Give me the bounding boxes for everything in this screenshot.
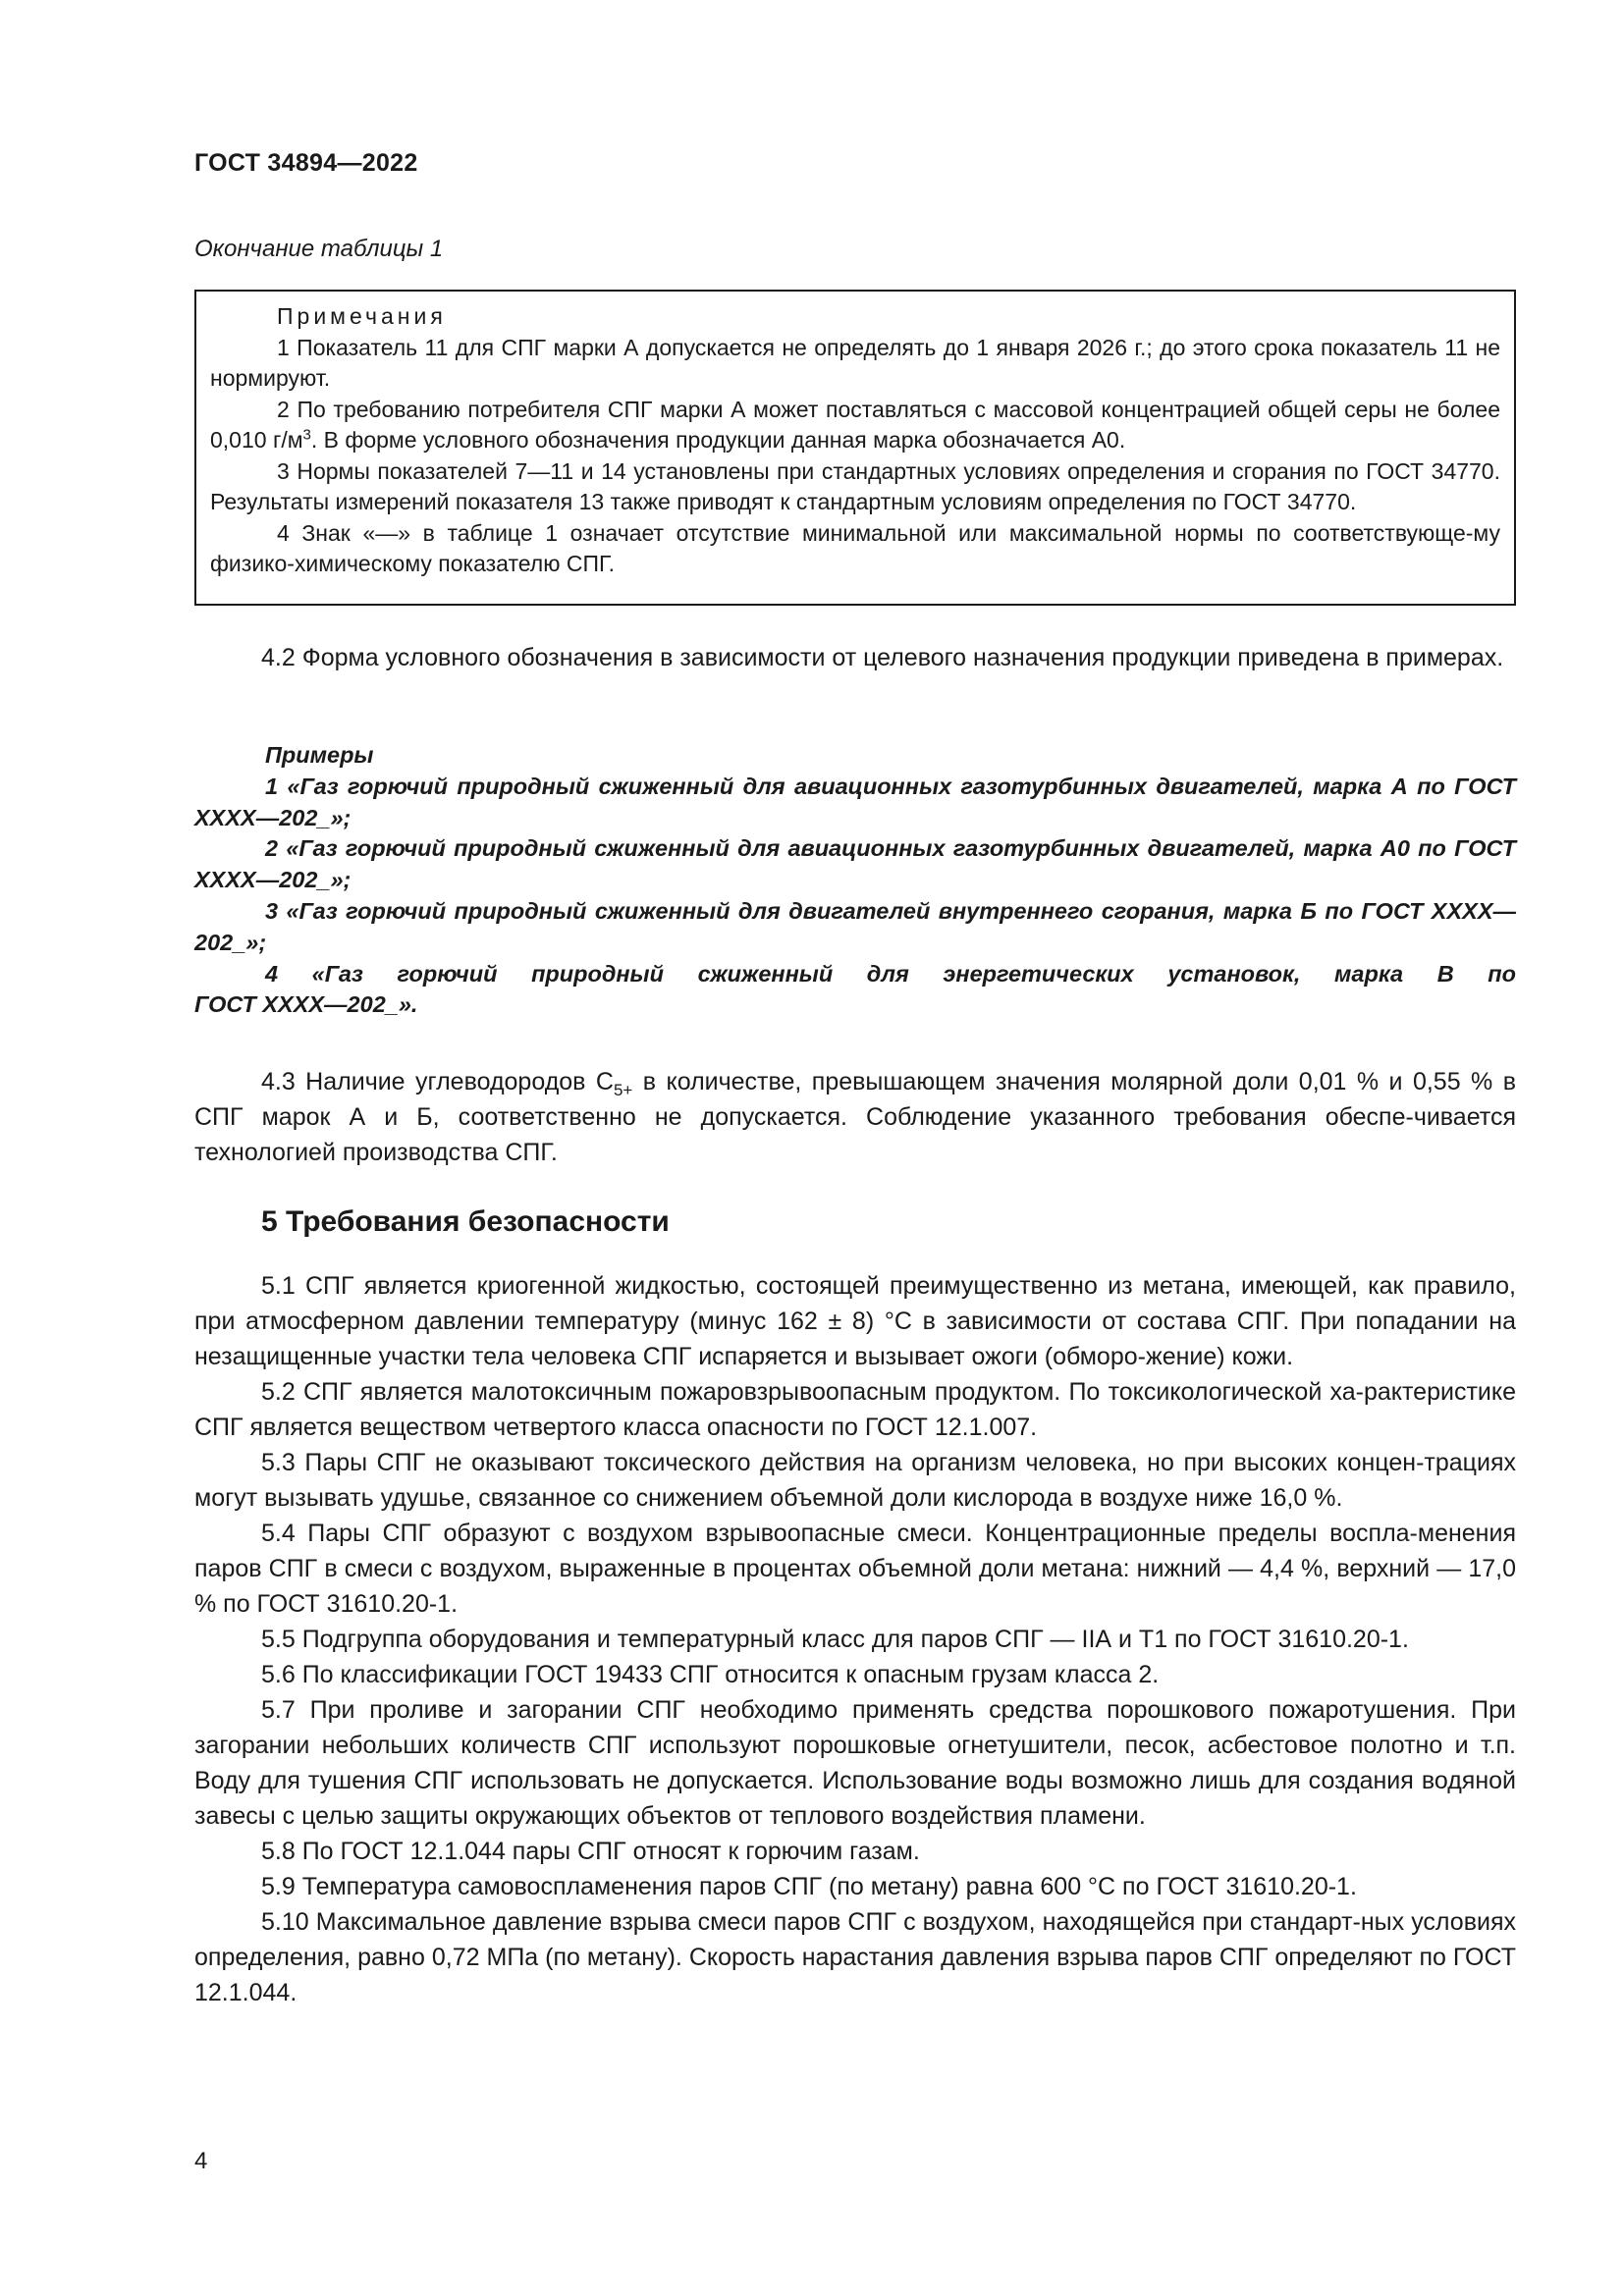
paragraph-5-2: 5.2 СПГ является малотоксичным пожаровзрывоопасным продуктом. По токсикологической ха-рактеристике СПГ является веществом четвертого класса опасности по ГОСТ 12.1.007. <box>194 1378 1516 1441</box>
section-5-body <box>194 1268 1516 2010</box>
paragraph-5-6: 5.6 По классификации ГОСТ 19433 СПГ относится к опасным грузам класса 2. <box>261 1661 1160 1688</box>
standard-id: ГОСТ 34894—2022 <box>194 149 418 177</box>
notes-box <box>194 290 1516 606</box>
paragraph-4-2-block <box>194 640 1516 675</box>
page-number: 4 <box>194 2148 208 2174</box>
paragraph-4-3-block <box>194 1064 1516 1170</box>
paragraph-5-3: 5.3 Пары СПГ не оказывают токсического действия на организм человека, но при высоких концен-трациях могут вызывать удушье, связанное со снижением объемной доли кислорода в воздухе ниже 16,0 %. <box>194 1449 1516 1512</box>
paragraph-4-2: 4.2 Форма условного обозначения в зависимости от целевого назначения продукции приведена в примерах. <box>261 644 1504 671</box>
example-4-end: ГОСТ ХХХХ—202_». <box>194 991 418 1018</box>
note-4: 4 Знак «—» в таблице 1 означает отсутствие минимальной или максимальной нормы по соответствующе-му физико-химическому показателю СПГ. <box>210 519 1500 576</box>
note-2 <box>210 395 1500 456</box>
paragraph-5-4: 5.4 Пары СПГ образуют с воздухом взрывоопасные смеси. Концентрационные пределы воспла-менения паров СПГ в смеси с воздухом, выраженные в процентах объемной доли метана: нижний — 4,4 %, верхний — 17,0 % по ГОСТ 31610.20-1. <box>194 1520 1516 1618</box>
example-2: 2 «Газ горючий природный сжиженный для авиационных газотурбинных двигателей, марка А0 по ГОСТ ХХХХ—202_»; <box>194 835 1516 893</box>
paragraph-5-10: 5.10 Максимальное давление взрыва смеси паров СПГ с воздухом, находящейся при стандарт-ных условиях определения, равно 0,72 МПа (по метану). Скорость нарастания давления взрыва паров СПГ определяют по ГОСТ 12.1.044. <box>194 1908 1516 2006</box>
paragraph-4-3-start: 4.3 Наличие углеводородов С <box>261 1068 614 1095</box>
paragraph-5-8: 5.8 По ГОСТ 12.1.044 пары СПГ относят к горючим газам. <box>261 1838 920 1865</box>
paragraph-4-3 <box>194 1064 1516 1170</box>
paragraph-5-5: 5.5 Подгруппа оборудования и температурный класс для паров СПГ — IIА и Т1 по ГОСТ 31610.20-1. <box>261 1626 1409 1653</box>
example-1: 1 «Газ горючий природный сжиженный для авиационных газотурбинных двигателей, марка А по ГОСТ ХХХХ—202_»; <box>194 773 1516 830</box>
table-continuation-caption: Окончание таблицы 1 <box>194 236 444 262</box>
note-3: 3 Нормы показателей 7—11 и 14 установлены при стандартных условиях определения и сгорания по ГОСТ 34770. Результаты измерений показателя 13 также приводят к стандартным условиям определения по ГОСТ 34770. <box>210 457 1500 514</box>
examples-block <box>194 740 1516 1021</box>
note-2-text: 2 По требованию потребителя СПГ марки А может поставляться с массовой концентрацией общей серы не более 0,010 г/м <box>210 396 1500 453</box>
section-5-heading: 5 Требования безопасности <box>261 1205 670 1238</box>
paragraph-5-1: 5.1 СПГ является криогенной жидкостью, состоящей преимущественно из метана, имеющей, как правило, при атмосферном давлении температуру (минус 162 ± 8) °С в зависимости от состава СПГ. При попадании на незащищенные участки тела человека СПГ испаряется и вызывает ожоги (обморо-жение) кожи. <box>194 1272 1516 1370</box>
paragraph-4-3-subscript: 5+ <box>613 1081 633 1099</box>
notes-title: Примечания <box>277 303 447 329</box>
note-1: 1 Показатель 11 для СПГ марки А допускается не определять до 1 января 2026 г.; до этого срока показатель 11 не нормируют. <box>210 334 1500 391</box>
example-4: 4 «Газ горючий природный сжиженный для энергетических установок, марка В по <box>265 960 1516 987</box>
paragraph-4-3-end: в количестве, превышающем значения молярной доли 0,01 % и 0,55 % в СПГ марок А и Б, соответственно не допускается. Соблюдение указанного требования обеспе-чивается технологией производства СПГ. <box>194 1068 1516 1166</box>
examples-title: Примеры <box>265 742 374 768</box>
example-3: 3 «Газ горючий природный сжиженный для двигателей внутреннего сгорания, марка Б по ГОСТ ХХХХ—202_»; <box>194 897 1516 955</box>
paragraph-5-9: 5.9 Температура самовоспламенения паров СПГ (по метану) равна 600 °С по ГОСТ 31610.20-1. <box>261 1873 1357 1900</box>
note-2-text-end: . В форме условного обозначения продукции данная марка обозначается А0. <box>310 427 1126 453</box>
paragraph-5-7: 5.7 При проливе и загорании СПГ необходимо применять средства порошкового пожаротушения. При загорании небольших количеств СПГ используют порошковые огнетушители, песок, асбестовое полотно и т.п. Воду для тушения СПГ использовать не допускается. Использование воды возможно лишь для создания водяной завесы с целью защиты окружающих объектов от теплового воздействия пламени. <box>194 1696 1516 1830</box>
note-2-superscript: 3 <box>302 426 311 444</box>
